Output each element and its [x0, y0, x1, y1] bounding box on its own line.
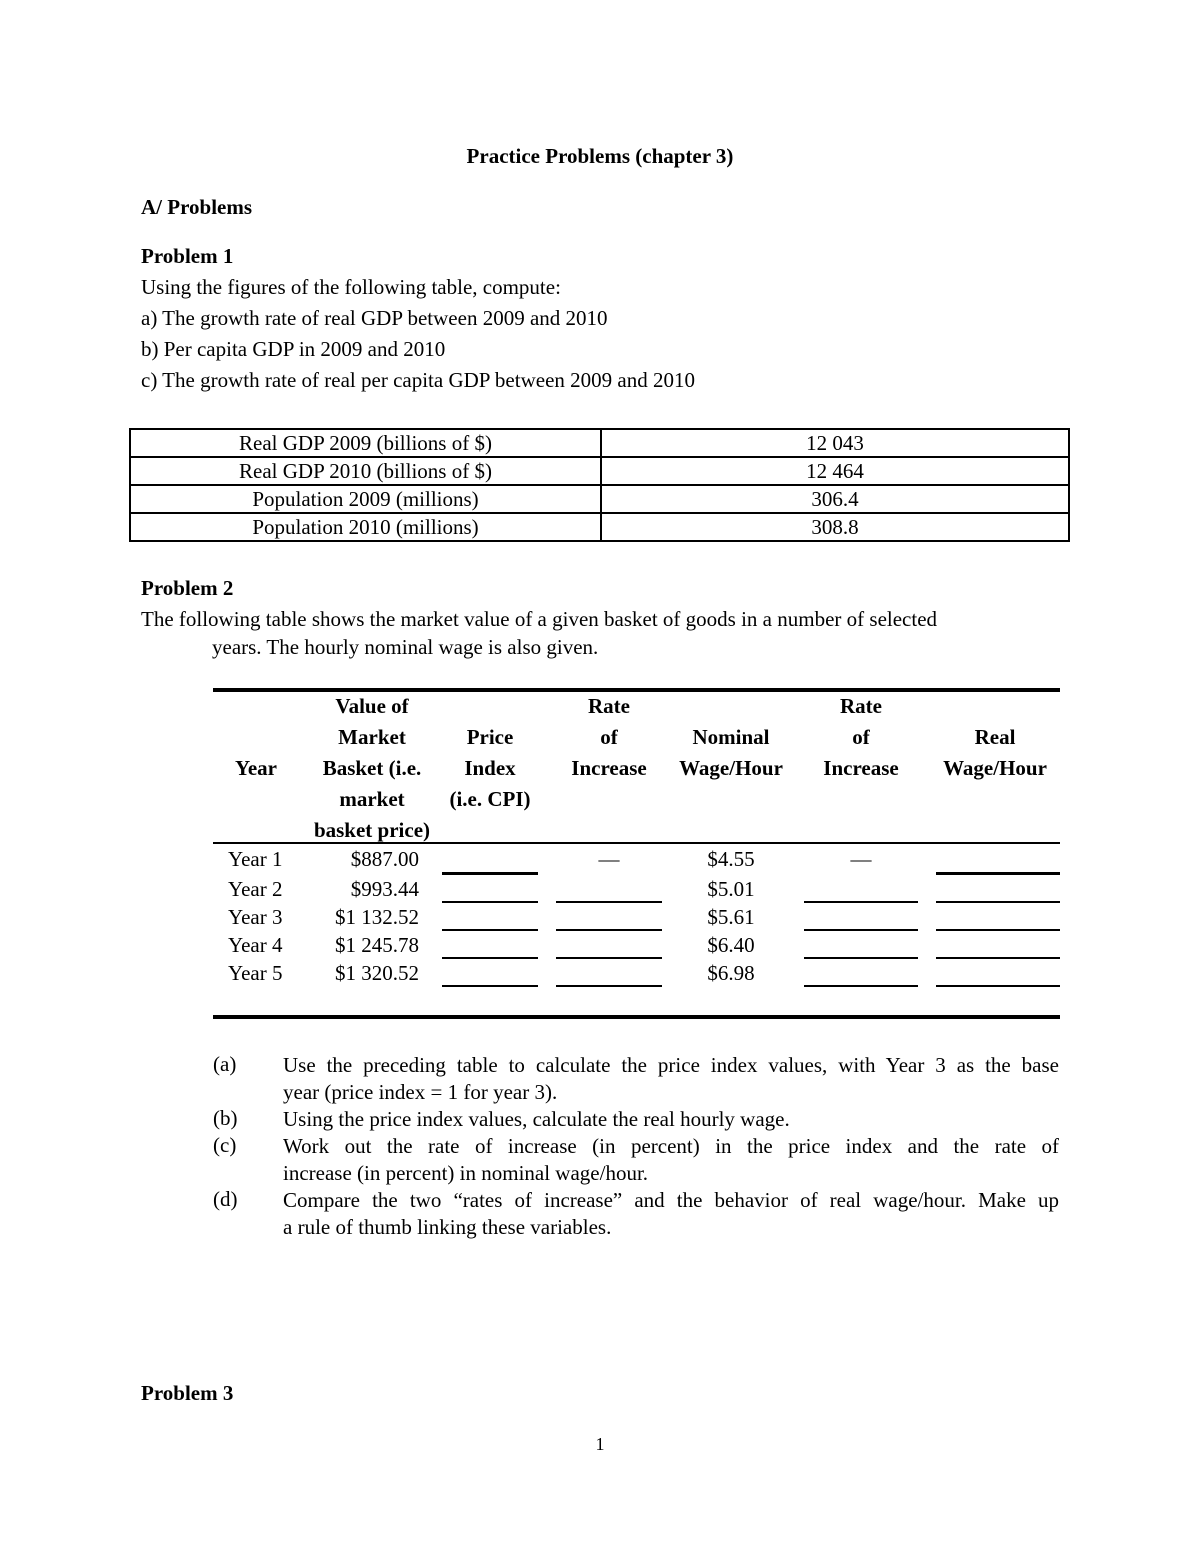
price-index-blank[interactable] [442, 957, 538, 959]
real-wage-blank[interactable] [936, 872, 1060, 875]
problem2-intro-line1: The following table shows the market value of a given basket of goods in a number of selected [141, 607, 938, 631]
section-heading: A/ Problems [141, 195, 253, 219]
rate-increase-wage-blank[interactable] [804, 957, 918, 959]
header-price-index: Price Index (i.e. CPI) [449, 725, 531, 811]
cell-basket-value: $993.44 [350, 877, 419, 901]
cell-basket-value: $1 132.52 [335, 905, 419, 929]
cell-basket-value: $887.00 [350, 847, 419, 871]
cell-nominal-wage: $5.01 [707, 877, 755, 901]
question-label: (b) [213, 1106, 238, 1130]
rate-increase-wage-blank[interactable] [804, 985, 918, 987]
header-nominal-wage: Nominal Wage/Hour [679, 725, 783, 780]
header-real-wage: Real Wage/Hour [943, 725, 1047, 780]
question-text: Work out the rate of increase (in percent) in the price index and the rate of increase (in percent) in nominal wage/hour. [283, 1134, 1059, 1185]
row-label: Population 2010 (millions) [130, 513, 601, 541]
cell-nominal-wage: $5.61 [707, 905, 755, 929]
rate-increase-wage-blank[interactable] [804, 929, 918, 931]
rate-increase-price-blank[interactable] [556, 985, 662, 987]
row-label: Population 2009 (millions) [130, 485, 601, 513]
real-wage-blank[interactable] [936, 985, 1060, 987]
header-basket-value: Value of Market Basket (i.e. market basket price) [313, 694, 431, 842]
cell-year: Year 1 [228, 847, 283, 871]
row-value: 12 464 [601, 457, 1069, 485]
row-value: 12 043 [601, 429, 1069, 457]
page-number: 1 [595, 1434, 605, 1454]
header-rule [213, 842, 1060, 844]
real-wage-blank[interactable] [936, 929, 1060, 931]
cell-rate-increase-price: — [598, 847, 620, 871]
problem1-table [129, 428, 1070, 542]
cell-rate-increase-wage: — [850, 847, 872, 871]
table-row [130, 485, 1069, 513]
problem2-intro-line2: years. The hourly nominal wage is also given. [212, 635, 599, 659]
problem1-heading: Problem 1 [141, 244, 234, 268]
cell-basket-value: $1 245.78 [335, 933, 419, 957]
question-label: (a) [213, 1052, 237, 1076]
question-label: (d) [213, 1187, 238, 1211]
cell-nominal-wage: $6.98 [707, 961, 755, 985]
problem3-heading: Problem 3 [141, 1381, 234, 1405]
cell-year: Year 2 [228, 877, 283, 901]
rate-increase-price-blank[interactable] [556, 929, 662, 931]
cell-basket-value: $1 320.52 [335, 961, 419, 985]
rate-increase-price-blank[interactable] [556, 901, 662, 903]
cell-nominal-wage: $6.40 [707, 933, 755, 957]
row-label: Real GDP 2010 (billions of $) [130, 457, 601, 485]
question-text: Use the preceding table to calculate the price index values, with Year 3 as the base year (price index = 1 for year 3). [283, 1053, 1059, 1104]
table-row [130, 457, 1069, 485]
page-title: Practice Problems (chapter 3) [466, 144, 734, 168]
question-text: Compare the two “rates of increase” and the behavior of real wage/hour. Make up a rule of thumb linking these variables. [283, 1188, 1059, 1239]
table-row [130, 513, 1069, 541]
header-rate-increase-price: Rate of Increase [571, 694, 647, 780]
question-label: (c) [213, 1133, 237, 1157]
header-rate-increase-wage: Rate of Increase [823, 694, 899, 780]
problem2-heading: Problem 2 [141, 576, 234, 600]
cell-year: Year 3 [228, 905, 283, 929]
real-wage-blank[interactable] [936, 957, 1060, 959]
question-text: Using the price index values, calculate the real hourly wage. [283, 1107, 790, 1131]
rate-increase-wage-blank[interactable] [804, 901, 918, 903]
cell-nominal-wage: $4.55 [707, 847, 755, 871]
row-label: Real GDP 2009 (billions of $) [130, 429, 601, 457]
problem1-intro: Using the figures of the following table, compute: [141, 275, 561, 299]
header-year: Year [235, 756, 277, 780]
price-index-blank[interactable] [442, 929, 538, 931]
cell-year: Year 4 [228, 933, 283, 957]
price-index-blank[interactable] [442, 985, 538, 987]
rate-increase-price-blank[interactable] [556, 957, 662, 959]
problem1-item-b: b) Per capita GDP in 2009 and 2010 [141, 337, 446, 361]
cell-year: Year 5 [228, 961, 283, 985]
table-row [130, 429, 1069, 457]
problem1-item-a: a) The growth rate of real GDP between 2009 and 2010 [141, 306, 608, 330]
row-value: 308.8 [601, 513, 1069, 541]
price-index-blank[interactable] [442, 901, 538, 903]
price-index-blank[interactable] [442, 872, 538, 875]
row-value: 306.4 [601, 485, 1069, 513]
problem1-item-c: c) The growth rate of real per capita GDP between 2009 and 2010 [141, 368, 695, 392]
table-bottom-rule [213, 1015, 1060, 1019]
real-wage-blank[interactable] [936, 901, 1060, 903]
